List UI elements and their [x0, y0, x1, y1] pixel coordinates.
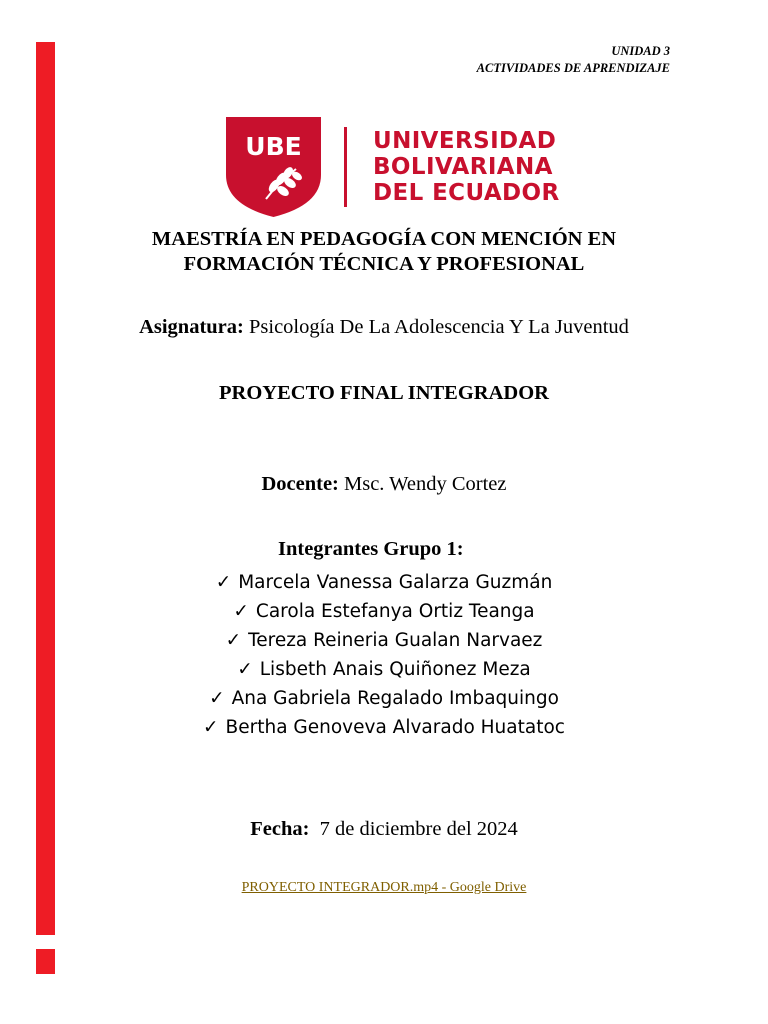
university-name [373, 128, 560, 206]
member-name: Marcela Vanessa Galarza Guzmán [238, 572, 553, 593]
checkmark-icon: ✓ [209, 688, 225, 709]
ube-shield-icon [226, 117, 321, 217]
university-logo [226, 117, 560, 217]
member-name: Tereza Reineria Gualan Narvaez [248, 630, 543, 651]
program-title-line1: MAESTRÍA EN PEDAGOGÍA CON MENCIÓN EN [151, 228, 617, 250]
list-item [0, 655, 768, 684]
subject-value: Psicología De La Adolescencia Y La Juventud [249, 316, 629, 338]
teacher-value: Msc. Wendy Cortez [344, 473, 507, 495]
date-line [0, 818, 768, 841]
member-name: Ana Gabriela Regalado Imbaquingo [231, 688, 559, 709]
member-name: Bertha Genoveva Alvarado Huatatoc [225, 717, 565, 738]
university-name-line3: DEL ECUADOR [373, 180, 560, 206]
list-item [0, 597, 768, 626]
accent-bar-gap [36, 935, 55, 949]
checkmark-icon: ✓ [237, 659, 253, 680]
date-label: Fecha: [250, 818, 310, 840]
list-item [0, 713, 768, 742]
activities-label: ACTIVIDADES DE APRENDIZAJE [476, 61, 670, 75]
members-list [0, 568, 768, 742]
logo-divider [344, 127, 347, 207]
checkmark-icon: ✓ [215, 572, 232, 593]
checkmark-icon: ✓ [203, 717, 219, 738]
university-name-line2: BOLIVARIANA [373, 154, 553, 180]
program-title [0, 227, 768, 277]
member-name: Carola Estefanya Ortiz Teanga [255, 601, 535, 622]
teacher-label: Docente: [261, 473, 339, 495]
list-item [0, 684, 768, 713]
project-title: PROYECTO FINAL INTEGRADOR [219, 382, 549, 404]
checkmark-icon: ✓ [225, 630, 242, 651]
member-name: Lisbeth Anais Quiñonez Meza [259, 659, 531, 680]
program-title-line2: FORMACIÓN TÉCNICA Y PROFESIONAL [183, 253, 585, 275]
subject-line [0, 316, 768, 339]
unit-label: UNIDAD 3 [611, 44, 670, 58]
members-title: Integrantes Grupo 1: [278, 538, 464, 560]
google-drive-link[interactable]: PROYECTO INTEGRADOR.mp4 - Google Drive [241, 880, 527, 895]
university-name-line1: UNIVERSIDAD [373, 128, 557, 154]
subject-label: Asignatura: [139, 316, 244, 338]
logo-badge-text: UBE [245, 132, 302, 161]
unit-header [477, 43, 670, 77]
teacher-line [0, 473, 768, 496]
date-value: 7 de diciembre del 2024 [319, 818, 518, 840]
list-item [0, 568, 768, 597]
checkmark-icon: ✓ [233, 601, 249, 622]
list-item [0, 626, 768, 655]
